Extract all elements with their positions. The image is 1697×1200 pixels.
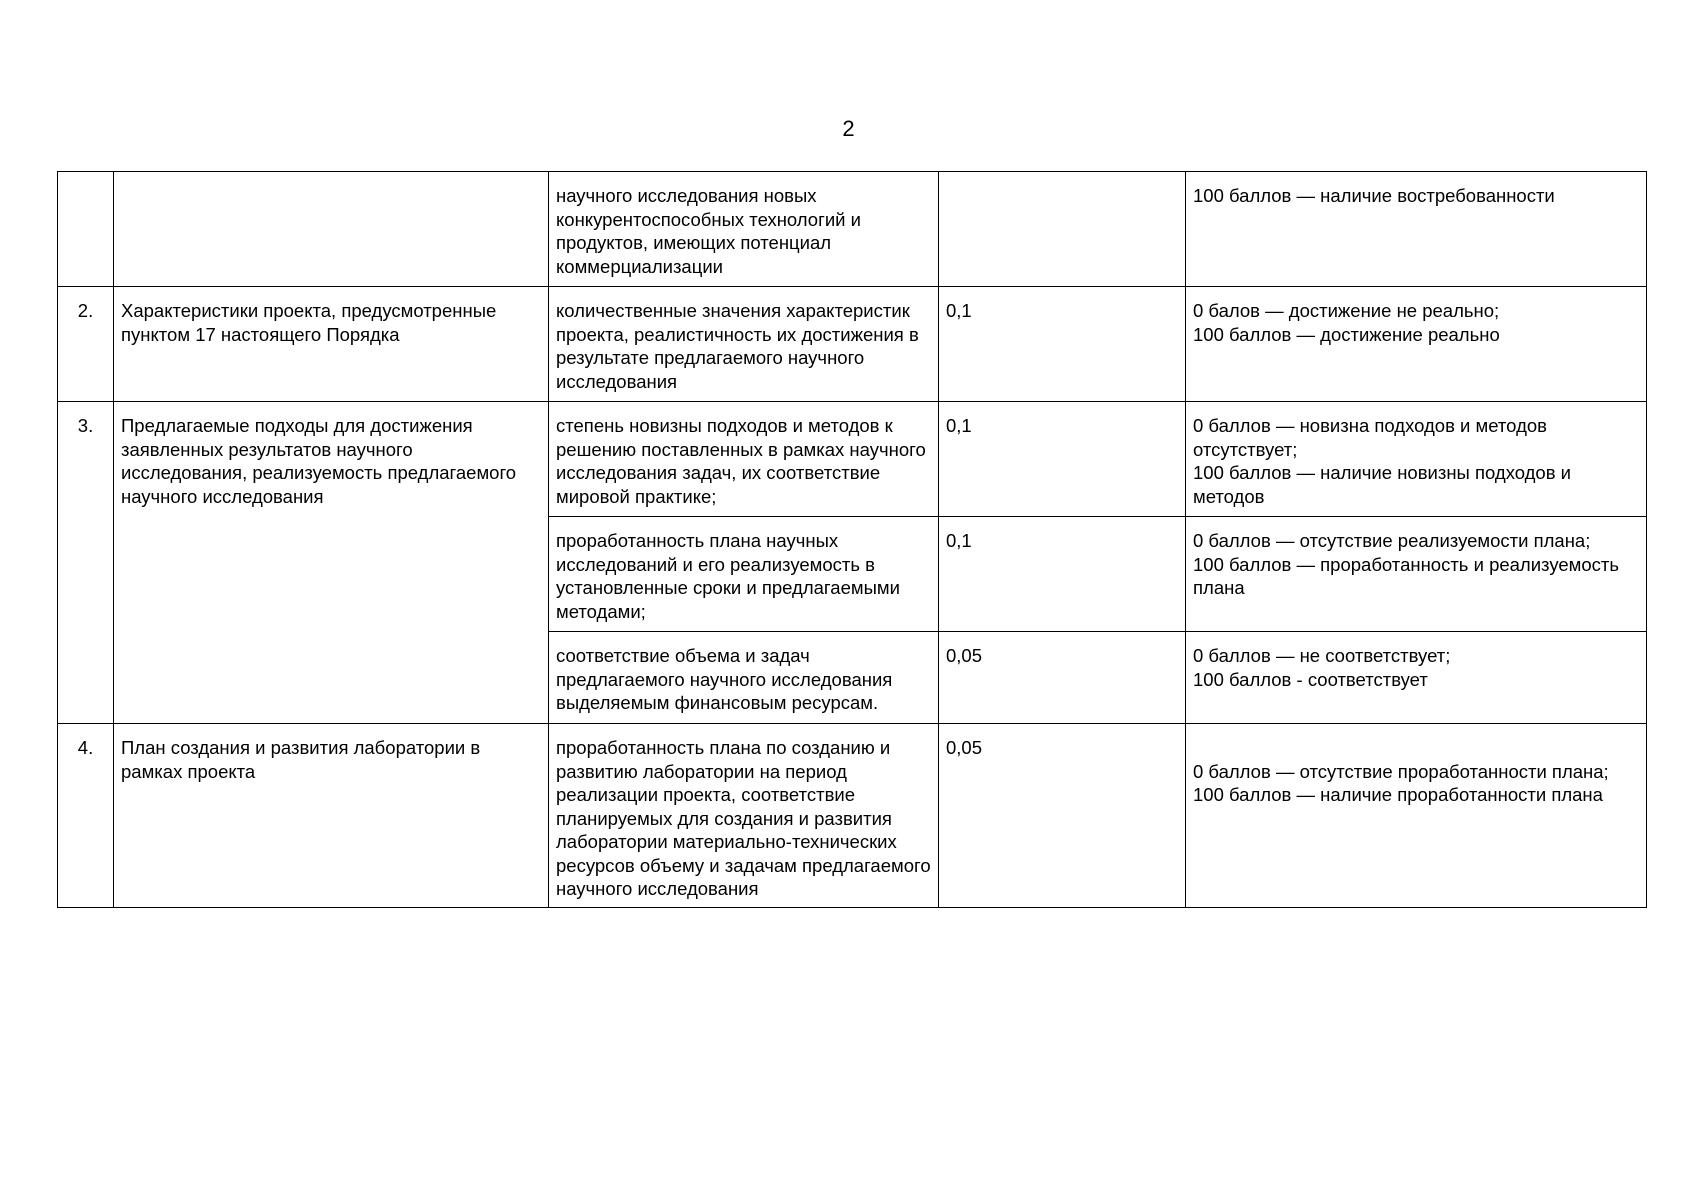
scores-cell xyxy=(1186,632,1647,724)
criterion-cell: План создания и развития лаборатории в рамках проекта xyxy=(114,724,549,908)
criteria-table xyxy=(57,171,1647,908)
score-line: 100 баллов — наличие востребованности xyxy=(1193,185,1555,206)
criterion-cell: Предлагаемые подходы для достижения заявленных результатов научного исследования, реализуемость предлагаемого научного исследования xyxy=(114,402,549,724)
score-line: 100 баллов — проработанность и реализуемость плана xyxy=(1193,553,1620,598)
criterion-cell: Характеристики проекта, предусмотренные пунктом 17 настоящего Порядка xyxy=(114,287,549,402)
score-line: 0 балов — достижение не реально; xyxy=(1193,300,1500,321)
row-number: 3. xyxy=(58,402,114,724)
row-number: 4. xyxy=(58,724,114,908)
score-line: 0 баллов — отсутствие проработанности плана; xyxy=(1193,760,1609,782)
score-line: 100 баллов - соответствует xyxy=(1193,668,1428,690)
scores-cell xyxy=(1186,287,1647,402)
score-line: 0 баллов — отсутствие реализуемости плана; xyxy=(1193,530,1591,551)
scores-cell xyxy=(1186,724,1647,908)
row-number: 2. xyxy=(58,287,114,402)
scores-cell xyxy=(1186,517,1647,632)
table-row xyxy=(58,402,1647,517)
score-line: 100 баллов — достижение реально xyxy=(1193,323,1500,345)
weight-cell: 0,1 xyxy=(939,402,1186,517)
indicator-cell: научного исследования новых конкурентоспособных технологий и продуктов, имеющих потенциал коммерциализации xyxy=(549,172,939,287)
table-row xyxy=(58,172,1647,287)
weight-cell: 0,05 xyxy=(939,724,1186,908)
page-number: 2 xyxy=(842,116,855,141)
score-line: 100 баллов — наличие новизны подходов и методов xyxy=(1193,462,1572,507)
table-row xyxy=(58,724,1647,908)
indicator-cell: проработанность плана по созданию и развитию лаборатории на период реализации проекта, соответствие планируемых для создания и развития лаборатории материально-технических ресурсов объему и задачам предлагаемого научного исследования xyxy=(549,724,939,908)
row-number xyxy=(58,172,114,287)
scores-cell xyxy=(1186,402,1647,517)
table-row xyxy=(58,287,1647,402)
score-line: 0 баллов — не соответствует; xyxy=(1193,645,1451,666)
indicator-cell: степень новизны подходов и методов к решению поставленных в рамках научного исследования задач, их соответствие мировой практике; xyxy=(549,402,939,517)
weight-cell: 0,05 xyxy=(939,632,1186,724)
weight-cell xyxy=(939,172,1186,287)
weight-cell: 0,1 xyxy=(939,287,1186,402)
score-line: 0 баллов — новизна подходов и методов отсутствует; xyxy=(1193,415,1547,460)
indicator-cell: соответствие объема и задач предлагаемого научного исследования выделяемым финансовым ресурсам. xyxy=(549,632,939,724)
indicator-cell: количественные значения характеристик проекта, реалистичность их достижения в результате предлагаемого научного исследования xyxy=(549,287,939,402)
scores-cell xyxy=(1186,172,1647,287)
criterion-cell xyxy=(114,172,549,287)
score-line: 100 баллов — наличие проработанности плана xyxy=(1193,784,1603,805)
weight-cell: 0,1 xyxy=(939,517,1186,632)
indicator-cell: проработанность плана научных исследований и его реализуемость в установленные сроки и предлагаемыми методами; xyxy=(549,517,939,632)
